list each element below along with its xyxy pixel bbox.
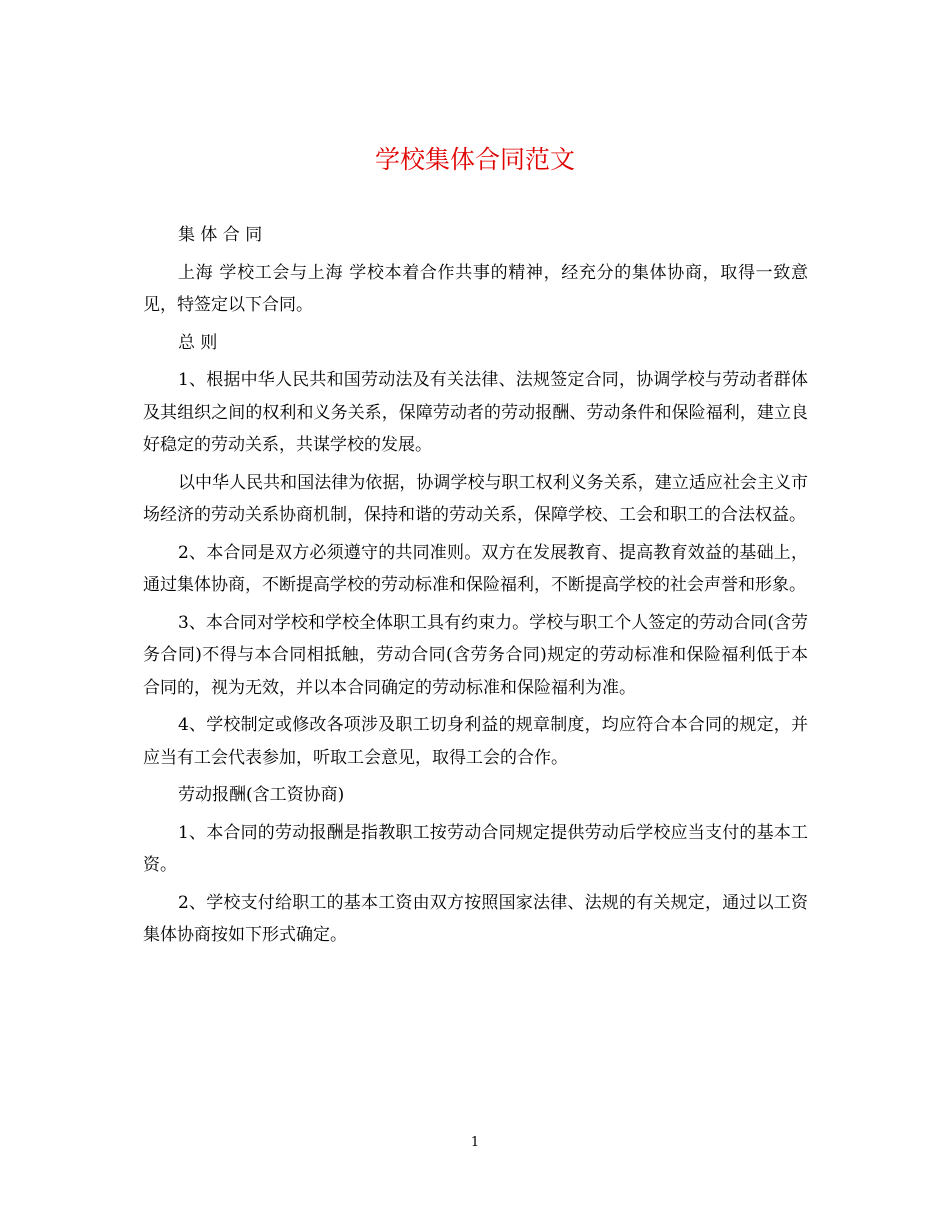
section-heading-collective-contract: 集 体 合 同 xyxy=(178,225,263,245)
clause-paragraph: 3、本合同对学校和学校全体职工具有约束力。学校与职工个人签定的劳动合同(含劳务合同)不得与本合同相抵触，劳动合同(含劳务合同)规定的劳动标准和保险福利低于本合同的，视为无效，并以本合同确定的劳动标准和保险福利为准。 xyxy=(143,612,808,698)
document-body xyxy=(143,219,808,957)
clause-paragraph: 1、本合同的劳动报酬是指教职工按劳动合同规定提供劳动后学校应当支付的基本工资。 xyxy=(143,822,808,875)
preamble-paragraph: 上海 学校工会与上海 学校本着合作共事的精神，经充分的集体协商，取得一致意见，特签定以下合同。 xyxy=(143,262,808,315)
document-title: 学校集体合同范文 xyxy=(374,145,575,174)
page-number: 1 xyxy=(470,1135,480,1150)
clause-paragraph: 1、根据中华人民共和国劳动法及有关法律、法规签定合同，协调学校与劳动者群体及其组织之间的权利和义务关系，保障劳动者的劳动报酬、劳动条件和保险福利，建立良好稳定的劳动关系，共谋学校的发展。 xyxy=(143,370,808,455)
clause-paragraph: 4、学校制定或修改各项涉及职工切身利益的规章制度，均应符合本合同的规定，并应当有工会代表参加，听取工会意见，取得工会的合作。 xyxy=(143,715,808,768)
clause-paragraph: 2、学校支付给职工的基本工资由双方按照国家法律、法规的有关规定，通过以工资集体协商按如下形式确定。 xyxy=(143,892,808,945)
section-heading-general-provisions: 总 则 xyxy=(178,332,218,353)
section-heading-remuneration: 劳动报酬(含工资协商) xyxy=(178,785,345,805)
clause-paragraph: 以中华人民共和国法律为依据，协调学校与职工权利义务关系，建立适应社会主义市场经济的劳动关系协商机制，保持和谐的劳动关系，保障学校、工会和职工的合法权益。 xyxy=(143,472,808,525)
clause-paragraph: 2、本合同是双方必须遵守的共同准则。双方在发展教育、提高教育效益的基础上，通过集体协商，不断提高学校的劳动标准和保险福利，不断提高学校的社会声誉和形象。 xyxy=(143,542,808,595)
